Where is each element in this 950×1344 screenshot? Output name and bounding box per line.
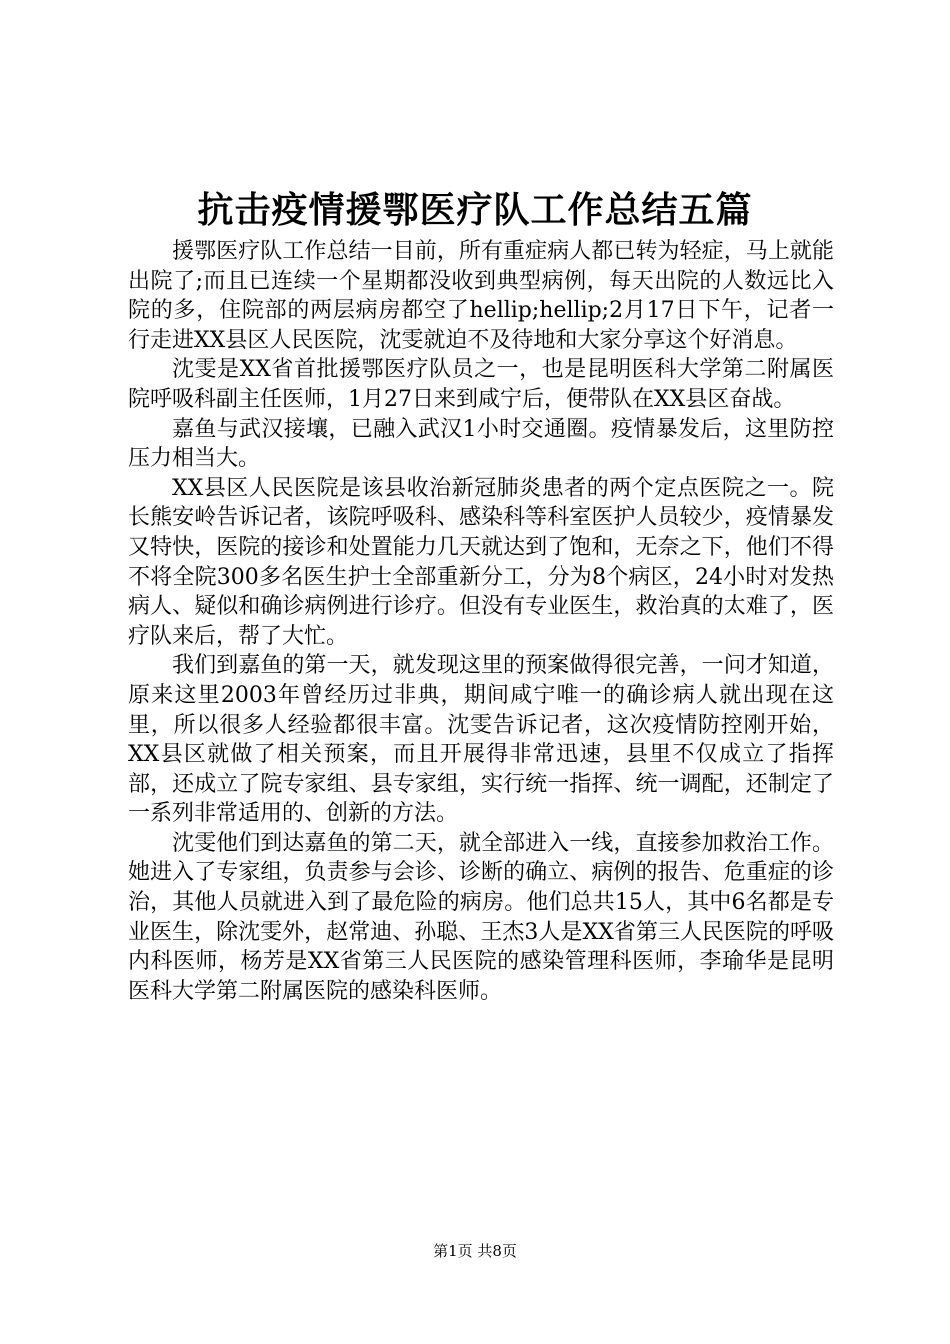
paragraph-1: 援鄂医疗队工作总结一目前，所有重症病人都已转为轻症，马上就能出院了;而且已连续一个星期都没收到典型病例，每天出院的人数远比入院的多，住院部的两层病房都空了hellip;hellip;2月17日下午，记者一行走进XX县区人民医院，沈雯就迫不及待地和大家分享这个好消息。 (128, 239, 834, 353)
page-number-footer: 第1页 共8页 (433, 1242, 517, 1260)
paragraph-2: 沈雯是XX省首批援鄂医疗队员之一，也是昆明医科大学第二附属医院呼吸科副主任医师，1月27日来到咸宁后，便带队在XX县区奋战。 (128, 357, 834, 412)
document-title: 抗击疫情援鄂医疗队工作总结五篇 (197, 189, 753, 231)
paragraph-6: 沈雯他们到达嘉鱼的第二天，就全部进入一线，直接参加救治工作。她进入了专家组，负责参与会诊、诊断的确立、病例的报告、危重症的诊治，其他人员就进入到了最危险的病房。他们总共15人，其中6名都是专业医生，除沈雯外，赵常迪、孙聪、王杰3人是XX省第三人民医院的呼吸内科医师，杨芳是XX省第三人民医院的感染管理科医师，李瑜华是昆明医科大学第二附属医院的感染科医师。 (128, 830, 834, 1004)
paragraph-4: XX县区人民医院是该县收治新冠肺炎患者的两个定点医院之一。院长熊安岭告诉记者，该院呼吸科、感染科等科室医护人员较少，疫情暴发又特快，医院的接诊和处置能力几天就达到了饱和，无奈之下，他们不得不将全院300多名医生护士全部重新分工，分为8个病区，24小时对发热病人、疑似和确诊病例进行诊疗。但没有专业医生，救治真的太难了，医疗队来后，帮了大忙。 (128, 475, 834, 649)
paragraph-5: 我们到嘉鱼的第一天，就发现这里的预案做得很完善，一问才知道，原来这里2003年曾经历过非典，期间咸宁唯一的确诊病人就出现在这里，所以很多人经验都很丰富。沈雯告诉记者，这次疫情防控刚开始，XX县区就做了相关预案，而且开展得非常迅速，县里不仅成立了指挥部，还成立了院专家组、县专家组，实行统一指挥、统一调配，还制定了一系列非常适用的、创新的方法。 (128, 653, 834, 827)
document-body (128, 237, 834, 1006)
paragraph-3: 嘉鱼与武汉接壤，已融入武汉1小时交通圈。疫情暴发后，这里防控压力相当大。 (128, 416, 834, 472)
